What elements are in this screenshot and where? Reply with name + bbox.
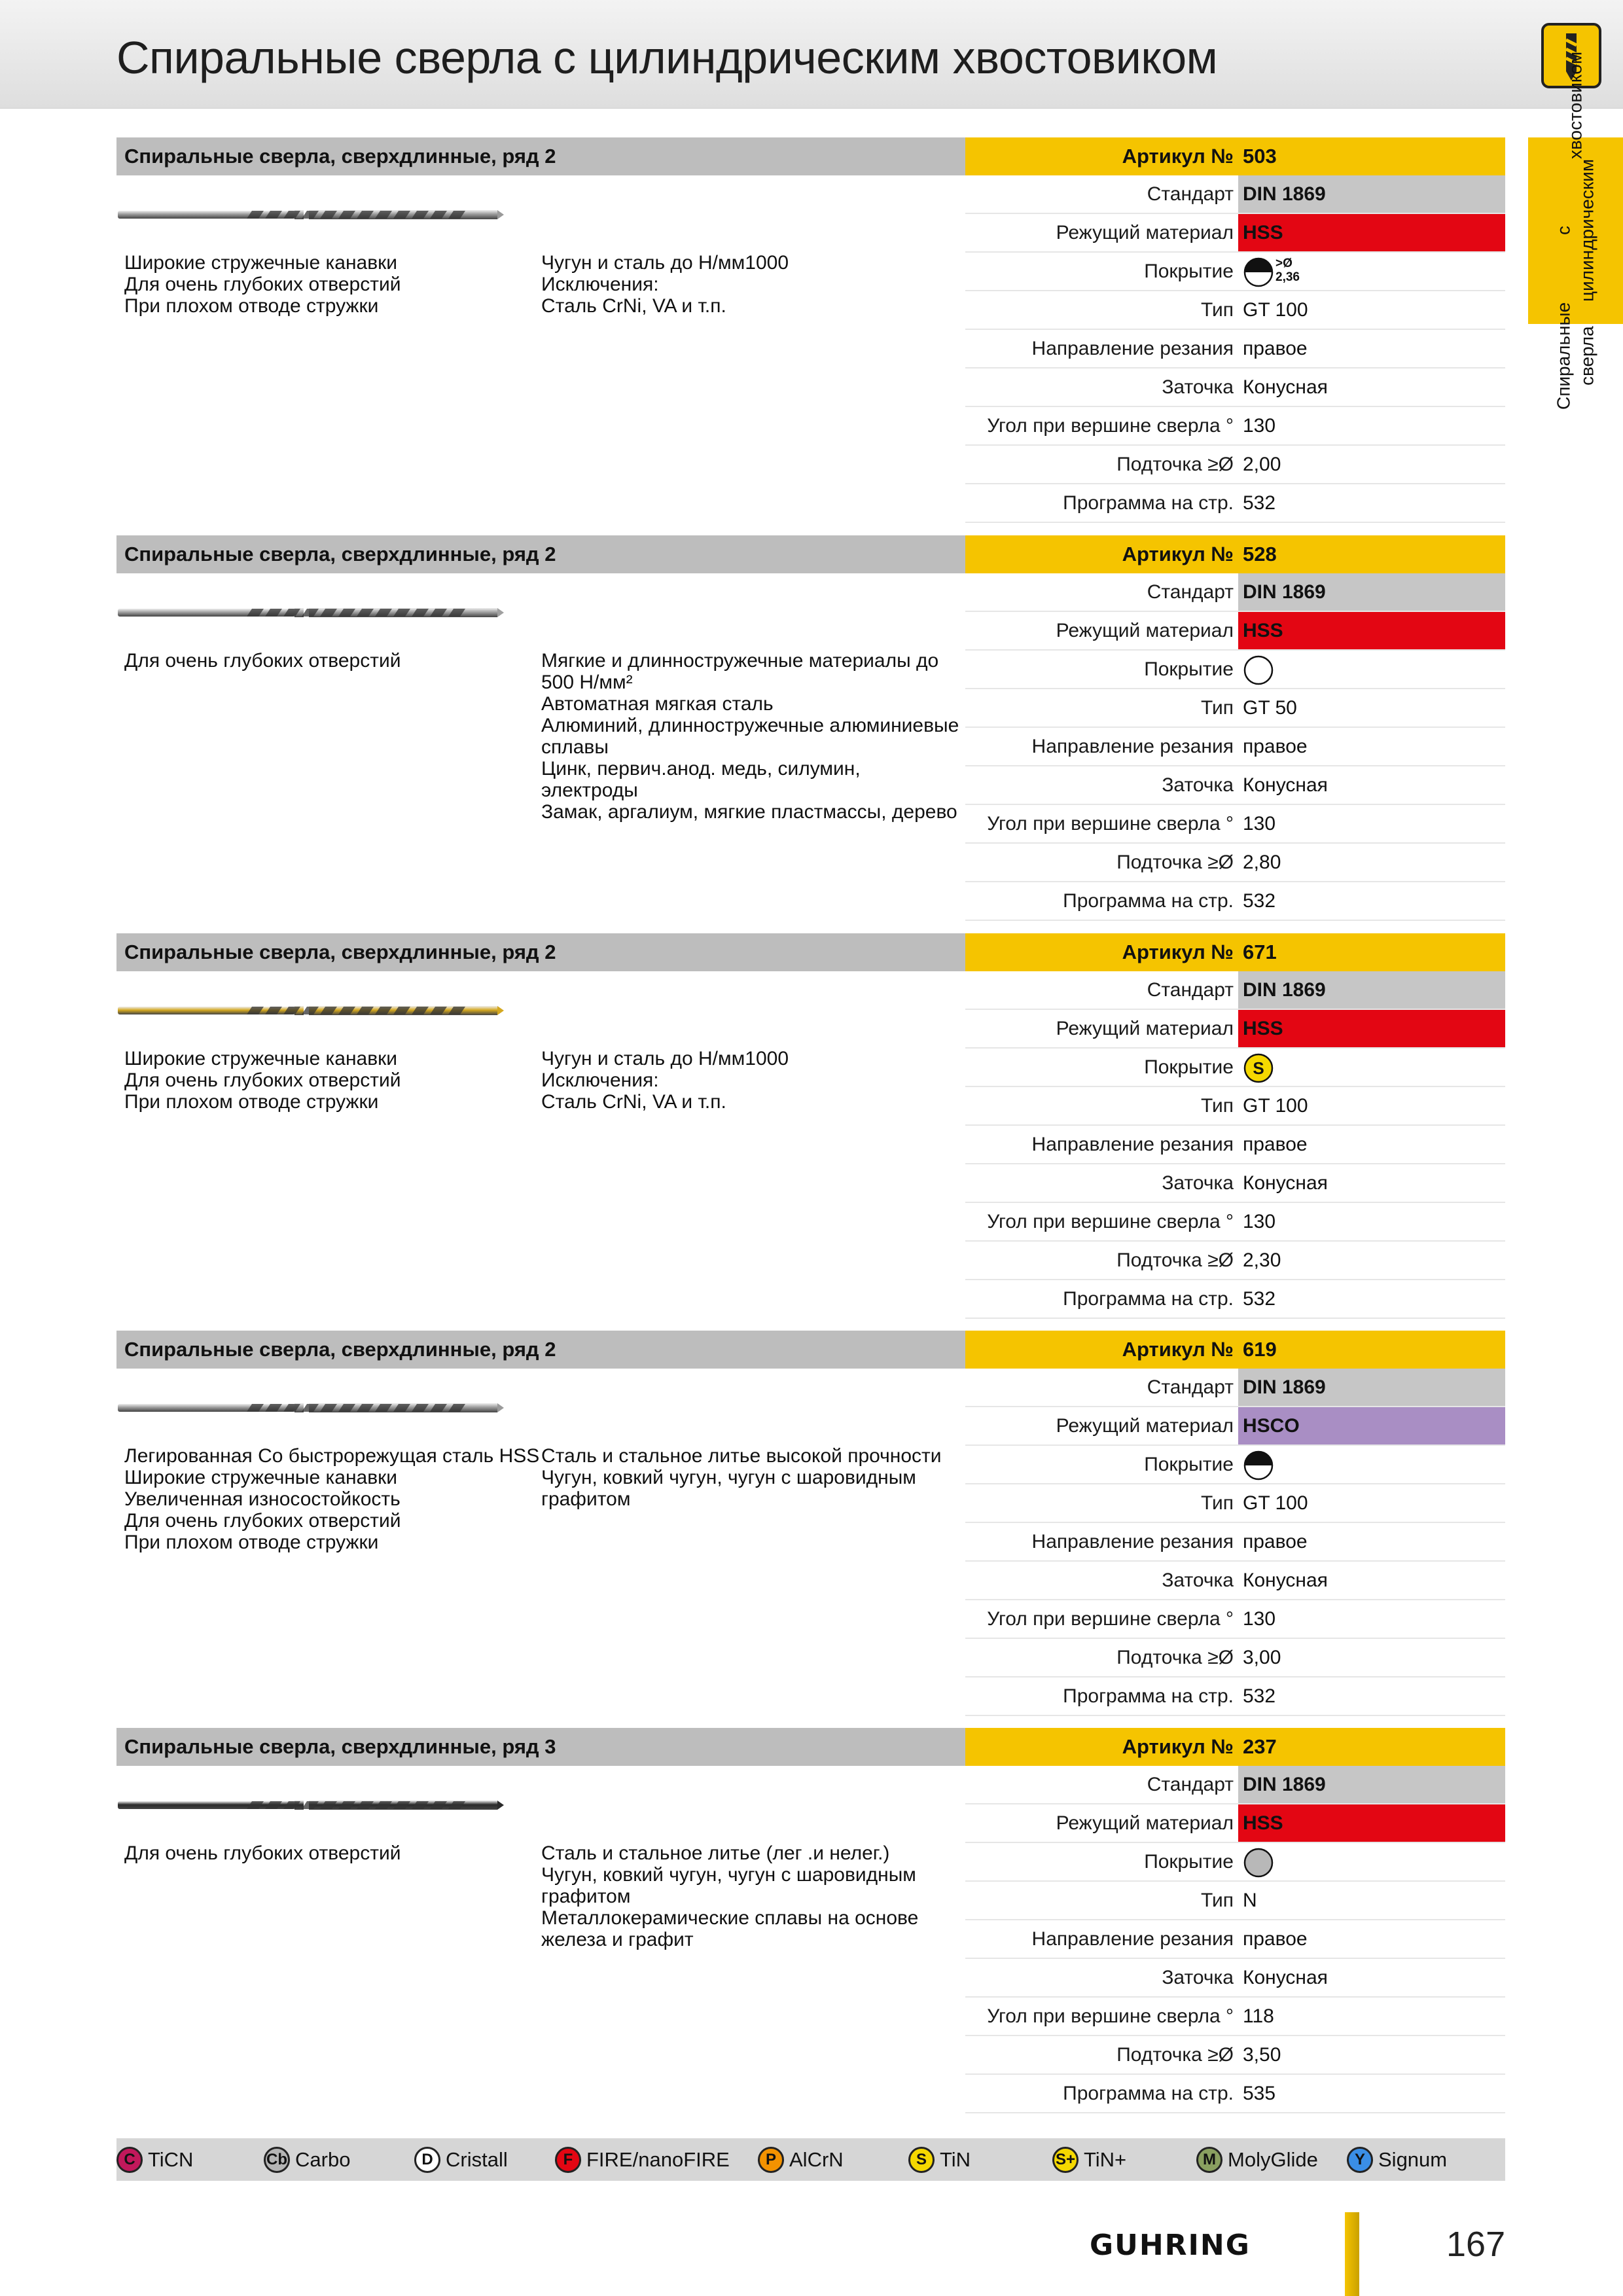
spec-label-coating: Покрытие	[1144, 260, 1234, 282]
product-section	[0, 1331, 1623, 1723]
coating-threshold: >Ø 2,36	[1275, 257, 1300, 284]
spec-label-program: Программа на стр.	[1063, 492, 1234, 514]
material-item: Металлокерамические сплавы на основе железа и графит	[541, 1907, 919, 1950]
article-label: Артикул №	[1122, 1338, 1234, 1361]
spec-value-program: 532	[1243, 492, 1276, 514]
drill-svg	[118, 1004, 504, 1018]
application-item: Широкие стружечные канавки	[124, 1048, 398, 1069]
spec-row-standard	[965, 971, 1505, 1010]
spec-row-direction	[965, 330, 1505, 368]
material-item: Исключения:	[541, 274, 659, 295]
material-item: Чугун и сталь до Н/мм1000	[541, 252, 789, 274]
spec-row-material	[965, 612, 1505, 651]
product-title: Спиральные сверла, сверхдлинные, ряд 2	[116, 137, 965, 175]
article-bar	[965, 1331, 1505, 1369]
application-list	[124, 650, 537, 672]
legend-item	[908, 2138, 971, 2181]
spec-row-standard	[965, 175, 1505, 214]
legend-label: TiN	[940, 2147, 971, 2171]
spec-label-direction: Направление резания	[1031, 338, 1234, 359]
product-section	[0, 933, 1623, 1326]
spec-row-material	[965, 1407, 1505, 1446]
spec-row-spot	[965, 1639, 1505, 1677]
spec-value-type: GT 100	[1243, 1492, 1308, 1514]
spec-label-standard: Стандарт	[1147, 1376, 1234, 1398]
spec-label-spot: Подточка ≥Ø	[1116, 454, 1234, 475]
spec-row-standard	[965, 1369, 1505, 1407]
spec-value-grind: Конусная	[1243, 1570, 1328, 1591]
spec-value-direction: правое	[1243, 1134, 1308, 1155]
spec-row-coating	[965, 1446, 1505, 1484]
material-list	[541, 650, 960, 823]
spec-label-direction: Направление резания	[1031, 1531, 1234, 1552]
coating-badge-icon: Cb	[264, 2147, 290, 2173]
spec-label-type: Тип	[1200, 1492, 1234, 1514]
spec-label-program: Программа на стр.	[1063, 890, 1234, 912]
brand-logo: GUHRING	[1090, 2229, 1251, 2262]
legend-item	[414, 2138, 508, 2181]
spec-value-material: HSS	[1238, 214, 1505, 251]
spec-row-coating	[965, 1049, 1505, 1087]
spec-label-material: Режущий материал	[1056, 620, 1234, 641]
article-label: Артикул №	[1122, 1735, 1234, 1758]
coating-badge-icon: C	[116, 2147, 143, 2173]
legend-item	[264, 2138, 350, 2181]
drill-svg	[118, 208, 504, 223]
application-item: При плохом отводе стружки	[124, 1532, 379, 1553]
spec-value-program: 535	[1243, 2083, 1276, 2104]
side-tab-label: Спиральные сверла с цилиндрическим хвостовиком	[1553, 52, 1597, 410]
spec-value-direction: правое	[1243, 1928, 1308, 1950]
spec-value-direction: правое	[1243, 736, 1308, 757]
spec-row-program	[965, 2075, 1505, 2113]
product-section	[0, 1728, 1623, 2121]
spec-row-grind	[965, 1164, 1505, 1203]
spec-row-standard	[965, 573, 1505, 612]
spec-value-spot: 2,30	[1243, 1249, 1281, 1271]
application-item: Для очень глубоких отверстий	[124, 274, 401, 295]
spec-label-grind: Заточка	[1162, 1570, 1234, 1591]
article-number: 503	[1243, 145, 1277, 168]
spec-value-standard: DIN 1869	[1238, 1766, 1505, 1803]
spec-value-material: HSCO	[1238, 1407, 1505, 1444]
spec-label-grind: Заточка	[1162, 376, 1234, 398]
spec-label-material: Режущий материал	[1056, 1415, 1234, 1437]
product-section	[0, 535, 1623, 928]
application-item: При плохом отводе стружки	[124, 1091, 379, 1113]
legend-item	[1052, 2138, 1126, 2181]
application-item: Для очень глубоких отверстий	[124, 650, 401, 672]
application-list	[124, 1048, 537, 1113]
spec-label-direction: Направление резания	[1031, 1134, 1234, 1155]
spec-value-angle: 130	[1243, 415, 1276, 437]
material-list	[541, 252, 960, 317]
spec-row-spot	[965, 446, 1505, 484]
page-number: 167	[1446, 2225, 1506, 2264]
spec-row-direction	[965, 728, 1505, 766]
spec-row-type	[965, 291, 1505, 330]
spec-label-standard: Стандарт	[1147, 581, 1234, 603]
material-list	[541, 1842, 960, 1950]
spec-row-program	[965, 882, 1505, 921]
legend-label: Cristall	[446, 2147, 508, 2171]
application-item: Широкие стружечные канавки	[124, 252, 398, 274]
spec-label-standard: Стандарт	[1147, 979, 1234, 1001]
drill-image	[118, 1004, 504, 1022]
legend-label: AlCrN	[789, 2147, 844, 2171]
article-bar	[965, 535, 1505, 573]
spec-value-type: N	[1243, 1890, 1257, 1911]
article-bar	[965, 933, 1505, 971]
article-number: 528	[1243, 543, 1277, 565]
spec-row-angle	[965, 407, 1505, 446]
spec-row-standard	[965, 1766, 1505, 1804]
spec-row-coating	[965, 1843, 1505, 1882]
spec-row-coating	[965, 253, 1505, 291]
application-item: Для очень глубоких отверстий	[124, 1510, 401, 1532]
spec-value-program: 532	[1243, 1288, 1276, 1310]
drill-image	[118, 208, 504, 226]
material-item: Автоматная мягкая сталь	[541, 693, 774, 715]
application-list	[124, 1842, 537, 1864]
spec-label-type: Тип	[1200, 1890, 1234, 1911]
spec-label-type: Тип	[1200, 697, 1234, 719]
spec-row-direction	[965, 1523, 1505, 1562]
legend-label: Carbo	[295, 2147, 351, 2171]
spec-row-grind	[965, 766, 1505, 805]
spec-row-type	[965, 1087, 1505, 1126]
legend-label: FIRE/nanoFIRE	[586, 2147, 730, 2171]
legend-item	[1196, 2138, 1318, 2181]
material-item: Чугун, ковкий чугун, чугун с шаровидным графитом	[541, 1467, 916, 1510]
spec-label-angle: Угол при вершине сверла °	[987, 1608, 1234, 1630]
svg-text:S: S	[1253, 1058, 1264, 1078]
spec-label-grind: Заточка	[1162, 1172, 1234, 1194]
spec-row-angle	[965, 1600, 1505, 1639]
spec-row-direction	[965, 1920, 1505, 1959]
spec-label-program: Программа на стр.	[1063, 1685, 1234, 1707]
tin-coating-icon	[1243, 1052, 1274, 1087]
spec-label-spot: Подточка ≥Ø	[1116, 1647, 1234, 1668]
spec-label-program: Программа на стр.	[1063, 1288, 1234, 1310]
spec-label-angle: Угол при вершине сверла °	[987, 415, 1234, 437]
half-coated-circle-icon	[1243, 257, 1274, 291]
spec-row-grind	[965, 1959, 1505, 1998]
material-item: Чугун и сталь до Н/мм1000	[541, 1048, 789, 1069]
spec-row-grind	[965, 368, 1505, 407]
coating-badge-icon: P	[758, 2147, 784, 2173]
article-label: Артикул №	[1122, 941, 1234, 963]
spec-label-grind: Заточка	[1162, 1967, 1234, 1988]
spec-value-spot: 2,80	[1243, 852, 1281, 873]
article-label: Артикул №	[1122, 543, 1234, 565]
spec-row-direction	[965, 1126, 1505, 1164]
coating-badge-icon: M	[1196, 2147, 1222, 2173]
material-list	[541, 1445, 960, 1510]
spec-label-material: Режущий материал	[1056, 1812, 1234, 1834]
application-item: Легированная Co быстрорежущая сталь HSS	[124, 1445, 540, 1467]
legend-item	[758, 2138, 844, 2181]
product-title: Спиральные сверла, сверхдлинные, ряд 2	[116, 535, 965, 573]
spec-label-coating: Покрытие	[1144, 1851, 1234, 1873]
uncoated-circle-icon	[1243, 655, 1274, 689]
spec-value-direction: правое	[1243, 338, 1308, 359]
spec-value-material: HSS	[1238, 1804, 1505, 1842]
spec-value-standard: DIN 1869	[1238, 175, 1505, 213]
spec-row-type	[965, 1484, 1505, 1523]
spec-value-type: GT 100	[1243, 1095, 1308, 1117]
spec-value-grind: Конусная	[1243, 1967, 1328, 1988]
footer-stripe	[1345, 2212, 1359, 2296]
spec-row-coating	[965, 651, 1505, 689]
spec-label-coating: Покрытие	[1144, 1056, 1234, 1078]
product-title: Спиральные сверла, сверхдлинные, ряд 2	[116, 933, 965, 971]
article-number: 671	[1243, 941, 1277, 963]
coating-badge-icon: F	[555, 2147, 581, 2173]
spec-value-program: 532	[1243, 890, 1276, 912]
material-item: Цинк, первич.анод. медь, силумин, электроды	[541, 758, 861, 801]
spec-value-angle: 130	[1243, 1211, 1276, 1232]
spec-label-direction: Направление резания	[1031, 1928, 1234, 1950]
spec-label-angle: Угол при вершине сверла °	[987, 813, 1234, 834]
legend-item	[1347, 2138, 1447, 2181]
application-list	[124, 1445, 540, 1553]
spec-row-program	[965, 1677, 1505, 1716]
spec-value-grind: Конусная	[1243, 376, 1328, 398]
half-coated-circle-icon	[1243, 1450, 1274, 1484]
material-item: Чугун, ковкий чугун, чугун с шаровидным графитом	[541, 1864, 916, 1907]
legend-item	[555, 2138, 730, 2181]
coating-badge-icon: D	[414, 2147, 440, 2173]
spec-label-spot: Подточка ≥Ø	[1116, 852, 1234, 873]
drill-image	[118, 1401, 504, 1419]
application-item: При плохом отводе стружки	[124, 295, 379, 317]
drill-svg	[118, 1799, 504, 1813]
spec-row-angle	[965, 1998, 1505, 2036]
application-item: Широкие стружечные канавки	[124, 1467, 398, 1488]
spec-row-spot	[965, 2036, 1505, 2075]
article-bar	[965, 137, 1505, 175]
spec-row-material	[965, 1804, 1505, 1843]
coating-badge-icon: Y	[1347, 2147, 1373, 2173]
coating-legend	[116, 2138, 1505, 2181]
coating-badge-icon: S+	[1052, 2147, 1079, 2173]
spec-value-type: GT 100	[1243, 299, 1308, 321]
coating-badge-icon: S	[908, 2147, 935, 2173]
drill-svg	[118, 1401, 504, 1416]
drill-svg	[118, 606, 504, 620]
spec-value-spot: 2,00	[1243, 454, 1281, 475]
spec-value-material: HSS	[1238, 612, 1505, 649]
spec-label-program: Программа на стр.	[1063, 2083, 1234, 2104]
spec-value-grind: Конусная	[1243, 774, 1328, 796]
spec-row-material	[965, 1010, 1505, 1049]
article-number: 237	[1243, 1735, 1277, 1758]
article-label: Артикул №	[1122, 145, 1234, 168]
spec-value-spot: 3,50	[1243, 2044, 1281, 2066]
spec-value-angle: 130	[1243, 813, 1276, 834]
spec-value-type: GT 50	[1243, 697, 1297, 719]
spec-label-standard: Стандарт	[1147, 1774, 1234, 1795]
spec-row-program	[965, 484, 1505, 523]
spec-label-angle: Угол при вершине сверла °	[987, 2005, 1234, 2027]
spec-row-spot	[965, 1242, 1505, 1280]
spec-row-type	[965, 689, 1505, 728]
application-list	[124, 252, 537, 317]
spec-label-material: Режущий материал	[1056, 222, 1234, 243]
spec-label-spot: Подточка ≥Ø	[1116, 1249, 1234, 1271]
material-item: Сталь и стальное литье высокой прочности	[541, 1445, 942, 1467]
spec-value-program: 532	[1243, 1685, 1276, 1707]
spec-row-angle	[965, 805, 1505, 844]
drill-image	[118, 606, 504, 624]
spec-label-direction: Направление резания	[1031, 736, 1234, 757]
product-title: Спиральные сверла, сверхдлинные, ряд 3	[116, 1728, 965, 1766]
page-title: Спиральные сверла с цилиндрическим хвостовиком	[116, 32, 1218, 83]
spec-value-standard: DIN 1869	[1238, 573, 1505, 611]
spec-label-standard: Стандарт	[1147, 183, 1234, 205]
material-item: Замак, аргалиум, мягкие пластмассы, дерево	[541, 801, 957, 823]
spec-label-grind: Заточка	[1162, 774, 1234, 796]
spec-value-direction: правое	[1243, 1531, 1308, 1552]
spec-value-angle: 130	[1243, 1608, 1276, 1630]
material-item: Алюминий, длинностружечные алюминиевые сплавы	[541, 715, 959, 758]
product-title: Спиральные сверла, сверхдлинные, ряд 2	[116, 1331, 965, 1369]
article-bar	[965, 1728, 1505, 1766]
application-item: Для очень глубоких отверстий	[124, 1842, 401, 1864]
spec-value-standard: DIN 1869	[1238, 1369, 1505, 1406]
legend-label: Signum	[1378, 2147, 1448, 2171]
material-item: Исключения:	[541, 1069, 659, 1091]
spec-label-coating: Покрытие	[1144, 1454, 1234, 1475]
spec-row-spot	[965, 844, 1505, 882]
spec-row-program	[965, 1280, 1505, 1319]
material-item: Сталь и стальное литье (лег .и нелег.)	[541, 1842, 890, 1864]
article-number: 619	[1243, 1338, 1277, 1361]
spec-value-grind: Конусная	[1243, 1172, 1328, 1194]
spec-label-type: Тип	[1200, 299, 1234, 321]
spec-label-spot: Подточка ≥Ø	[1116, 2044, 1234, 2066]
spec-label-type: Тип	[1200, 1095, 1234, 1117]
spec-row-type	[965, 1882, 1505, 1920]
legend-label: MolyGlide	[1228, 2147, 1318, 2171]
spec-value-standard: DIN 1869	[1238, 971, 1505, 1009]
spec-label-coating: Покрытие	[1144, 658, 1234, 680]
spec-label-material: Режущий материал	[1056, 1018, 1234, 1039]
spec-value-material: HSS	[1238, 1010, 1505, 1047]
application-item: Для очень глубоких отверстий	[124, 1069, 401, 1091]
material-item: Сталь CrNi, VA и т.п.	[541, 1091, 726, 1113]
material-item: Мягкие и длинностружечные материалы до 500 Н/мм²	[541, 650, 939, 693]
material-list	[541, 1048, 960, 1113]
legend-label: TiCN	[148, 2147, 194, 2171]
legend-label: TiN+	[1084, 2147, 1127, 2171]
spec-value-angle: 118	[1243, 2005, 1274, 2027]
drill-image	[118, 1799, 504, 1816]
spec-row-material	[965, 214, 1505, 253]
legend-item	[116, 2138, 193, 2181]
spec-value-spot: 3,00	[1243, 1647, 1281, 1668]
spec-label-angle: Угол при вершине сверла °	[987, 1211, 1234, 1232]
application-item: Увеличенная износостойкость	[124, 1488, 401, 1510]
spec-row-grind	[965, 1562, 1505, 1600]
spec-row-angle	[965, 1203, 1505, 1242]
material-item: Сталь CrNi, VA и т.п.	[541, 295, 726, 317]
steam-treated-circle-icon	[1243, 1847, 1274, 1882]
